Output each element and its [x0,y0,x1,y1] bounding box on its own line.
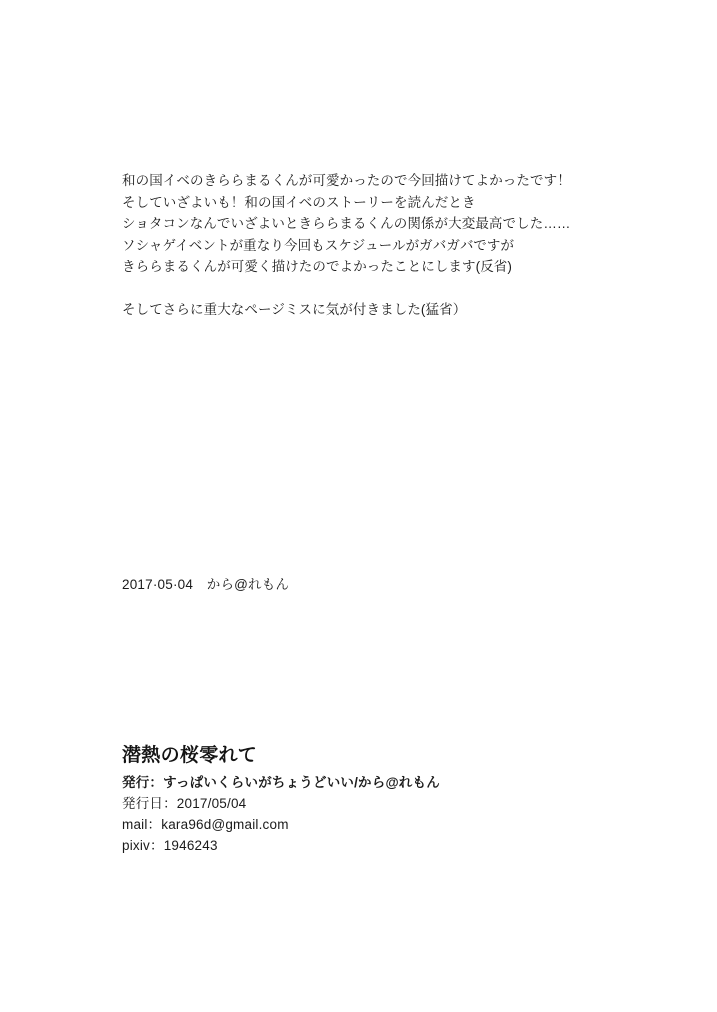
afterword-line-2: そしていざよいも！和の国イベのストーリーを読んだとき [122,194,476,210]
afterword-closing-line: そしてさらに重大なページミスに気が付きました(猛省） [122,302,467,317]
publisher-line: 発行：すっぱいくらいがちょうどいい/から@れもん [122,775,440,790]
publication-date-line: 発行日：2017/05/04 [122,796,247,811]
afterword-spacer [122,278,642,300]
afterword-line-3: ショタコンなんでいざよいときららまるくんの関係が大変最高でした…… [122,216,571,231]
afterword-line-4: ソシャゲイベントが重なり今回もスケジュールがガバガバですが [122,237,515,253]
colophon-block [122,742,582,856]
afterword-line-5: きららまるくんが可愛く描けたのでよかったことにします(反省) [122,259,512,274]
afterword-line-1: 和の国イベのきららまるくんが可愛かったので今回描けてよかったです！ [122,173,571,188]
afterword-block [122,170,642,321]
work-title: 潜熱の桜零れて [122,745,258,766]
mail-line: mail：kara96d@gmail.com [122,817,289,832]
signature-line: 2017·05·04 から@れもん [122,577,290,592]
pixiv-line: pixiv：1946243 [122,838,218,853]
